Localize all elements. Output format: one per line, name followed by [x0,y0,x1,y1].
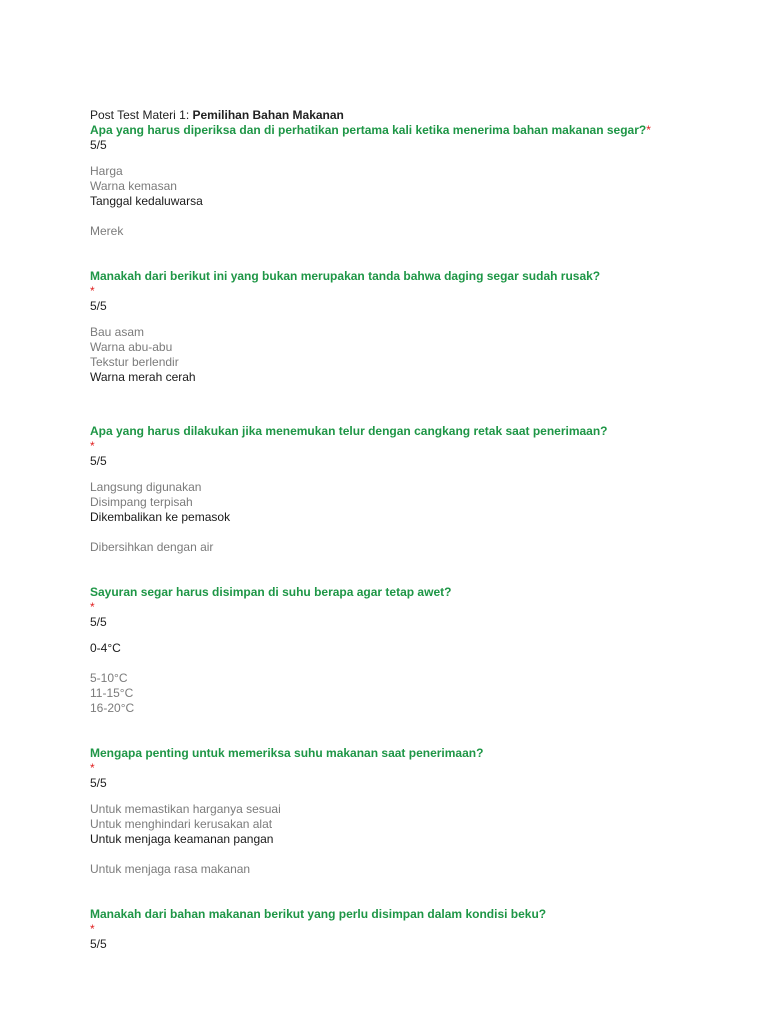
question-6-text: Manakah dari bahan makanan berikut yang perlu disimpan dalam kondisi beku? [90,907,547,921]
question-3-option-selected[interactable]: Dikembalikan ke pemasok [90,510,231,524]
required-mark: * [90,922,95,936]
question-2-option[interactable]: Bau asam [90,325,145,339]
question-2-option[interactable]: Tekstur berlendir [90,355,179,369]
question-2-text: Manakah dari berikut ini yang bukan merupakan tanda bahwa daging segar sudah rusak? [90,269,601,283]
question-1-option-selected[interactable]: Tanggal kedaluwarsa [90,194,203,208]
question-3-option[interactable]: Langsung digunakan [90,480,202,494]
required-mark: * [646,123,651,137]
question-4-option[interactable]: 16-20°C [90,701,135,715]
question-3-option[interactable]: Dibersihkan dengan air [90,540,214,554]
quiz-document [90,108,750,952]
document-title [90,108,750,123]
question-2-option-selected[interactable]: Warna merah cerah [90,370,196,384]
question-6-score: 5/5 [90,937,107,951]
question-3-text: Apa yang harus dilakukan jika menemukan telur dengan cangkang retak saat penerimaan? [90,424,608,438]
question-5-option[interactable]: Untuk menjaga rasa makanan [90,862,251,876]
required-mark: * [90,761,95,775]
required-mark: * [90,284,95,298]
question-1-text: Apa yang harus diperiksa dan di perhatikan pertama kali ketika menerima bahan makanan segar?* [90,123,651,137]
title-topic: Pemilihan Bahan Makanan [192,108,344,122]
question-2-score: 5/5 [90,299,107,313]
question-1-score: 5/5 [90,138,107,152]
question-4-option[interactable]: 11-15°C [90,686,134,700]
question-2-option[interactable]: Warna abu-abu [90,340,173,354]
question-5-option-selected[interactable]: Untuk menjaga keamanan pangan [90,832,274,846]
question-4-option-selected[interactable]: 0-4°C [90,641,121,655]
required-mark: * [90,600,95,614]
question-5-option[interactable]: Untuk menghindari kerusakan alat [90,817,273,831]
question-1-option[interactable]: Warna kemasan [90,179,177,193]
question-1-option[interactable]: Harga [90,164,123,178]
question-4-text: Sayuran segar harus disimpan di suhu berapa agar tetap awet? [90,585,452,599]
question-5-score: 5/5 [90,776,107,790]
question-3-option[interactable]: Disimpang terpisah [90,495,193,509]
question-5-text: Mengapa penting untuk memeriksa suhu makanan saat penerimaan? [90,746,484,760]
question-3-score: 5/5 [90,454,107,468]
question-4-score: 5/5 [90,615,107,629]
question-1-option[interactable]: Merek [90,224,124,238]
question-5-option[interactable]: Untuk memastikan harganya sesuai [90,802,281,816]
required-mark: * [90,439,95,453]
title-prefix: Post Test Materi 1: [90,108,193,122]
question-4-option[interactable]: 5-10°C [90,671,128,685]
